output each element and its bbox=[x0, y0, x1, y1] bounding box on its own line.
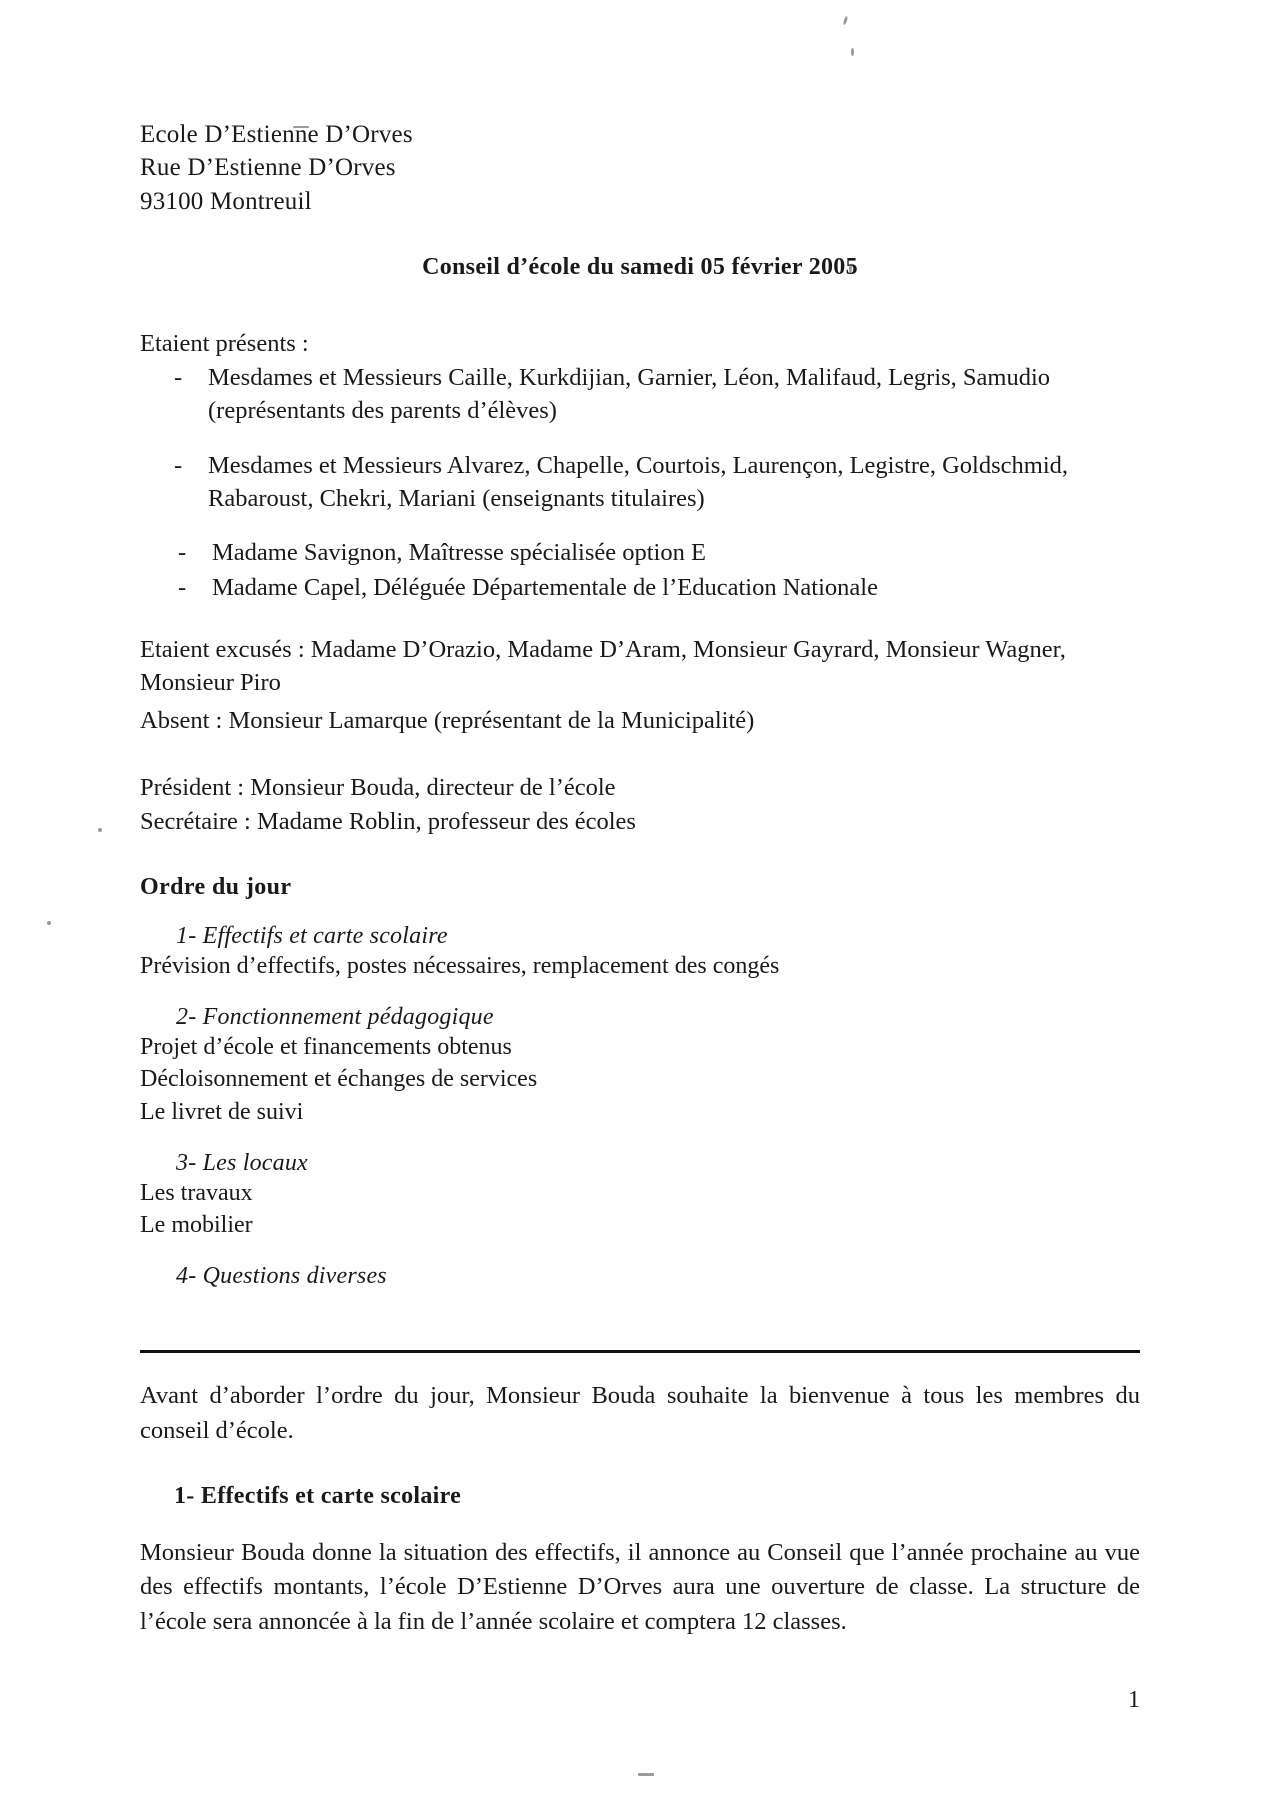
agenda-group-1 bbox=[140, 923, 1140, 982]
section-divider bbox=[140, 1350, 1140, 1353]
agenda-heading: Ordre du jour bbox=[140, 874, 292, 901]
agenda-group-3 bbox=[140, 1150, 1140, 1241]
absent-paragraph: Absent : Monsieur Lamarque (représentant de la Municipalité) bbox=[140, 706, 755, 734]
dash-bullet: - bbox=[174, 451, 183, 479]
agenda-sub-line: Prévision d’effectifs, postes nécessaires, remplacement des congés bbox=[140, 953, 780, 980]
agenda-sub-line: Projet d’école et financements obtenus bbox=[140, 1034, 512, 1061]
document-content bbox=[140, 118, 1140, 1640]
section-1-paragraph: Monsieur Bouda donne la situation des effectifs, il annonce au Conseil que l’année prochaine au vue des effectifs montants, l’école D’Estienne D’Orves aura une ouverture de classe. La structure de l’école sera annoncée à la fin de l’année scolaire et comptera 12 classes. bbox=[140, 1538, 1140, 1636]
agenda-sub-line: Les travaux bbox=[140, 1179, 253, 1206]
list-item-text: Madame Capel, Déléguée Départementale de l’Education Nationale bbox=[212, 574, 878, 602]
president-line: Président : Monsieur Bouda, directeur de l’école bbox=[140, 773, 616, 801]
secretary-line: Secrétaire : Madame Roblin, professeur des écoles bbox=[140, 807, 636, 835]
attendance-list bbox=[140, 362, 1140, 605]
attendance-lead: Etaient présents : bbox=[140, 329, 309, 357]
attendance-section bbox=[140, 327, 1140, 605]
agenda-item-title: 4- Questions diverses bbox=[176, 1263, 387, 1290]
list-item bbox=[140, 362, 1140, 428]
intro-paragraph: Avant d’aborder l’ordre du jour, Monsieur Bouda souhaite la bienvenue à tous les membres du conseil d’école. bbox=[140, 1382, 1140, 1444]
agenda-sub-line: Décloisonnement et échanges de services bbox=[140, 1066, 538, 1093]
dash-bullet: - bbox=[178, 539, 187, 567]
agenda-sub-line: Le mobilier bbox=[140, 1211, 253, 1238]
list-item-text: Madame Savignon, Maîtresse spécialisée option E bbox=[212, 539, 706, 567]
page-number: 1 bbox=[1128, 1687, 1140, 1713]
agenda-item-title: 2- Fonctionnement pédagogique bbox=[176, 1004, 494, 1031]
excused-paragraph: Etaient excusés : Madame D’Orazio, Madame D’Aram, Monsieur Gayrard, Monsieur Wagner, Monsieur Piro bbox=[140, 636, 1066, 697]
address-line-street: Rue D’Estienne D’Orves bbox=[140, 154, 396, 182]
letterhead-address bbox=[140, 118, 1140, 218]
dash-bullet: - bbox=[178, 574, 187, 602]
officers-block bbox=[140, 771, 1140, 838]
agenda-item-title: 1- Effectifs et carte scolaire bbox=[176, 923, 448, 950]
page-title: Conseil d’école du samedi 05 février 2005 bbox=[422, 253, 858, 280]
scan-speck bbox=[843, 16, 849, 25]
list-item bbox=[140, 572, 1140, 605]
scan-speck bbox=[851, 48, 854, 56]
list-item bbox=[140, 537, 1140, 570]
dash-bullet: - bbox=[174, 364, 183, 392]
address-line-city: 93100 Montreuil bbox=[140, 187, 312, 215]
list-item bbox=[140, 450, 1140, 516]
agenda-group-2 bbox=[140, 1004, 1140, 1127]
address-line-school: Ecole D’Estienne D’Orves bbox=[140, 121, 413, 148]
scan-speck bbox=[47, 921, 51, 925]
agenda-sub-line: Le livret de suivi bbox=[140, 1098, 304, 1125]
scan-speck bbox=[98, 828, 102, 832]
scan-speck bbox=[638, 1773, 654, 1776]
section-1-heading: 1- Effectifs et carte scolaire bbox=[174, 1482, 462, 1509]
agenda-item-title: 3- Les locaux bbox=[176, 1149, 308, 1176]
list-item-text: Mesdames et Messieurs Alvarez, Chapelle, Courtois, Laurençon, Legistre, Goldschmid, Rabaroust, Chekri, Mariani (enseignants titulaires) bbox=[208, 451, 1069, 512]
list-item-text: Mesdames et Messieurs Caille, Kurkdijian, Garnier, Léon, Malifaud, Legris, Samudio (représentants des parents d’élèves) bbox=[208, 364, 1051, 424]
agenda-group-4 bbox=[140, 1263, 1140, 1290]
